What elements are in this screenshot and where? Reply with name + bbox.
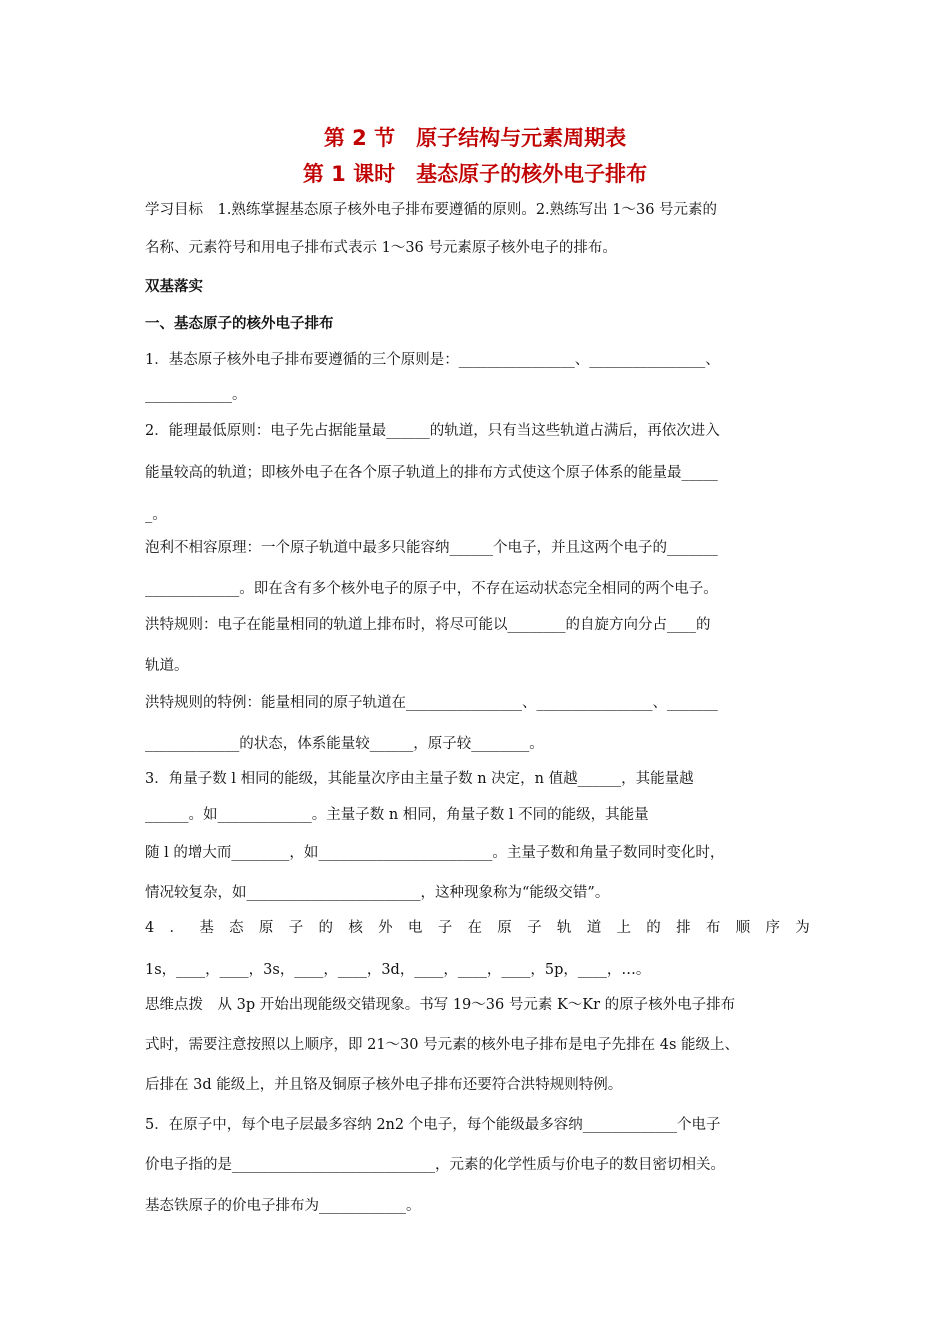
spaced-char: 在	[467, 920, 482, 936]
paragraph-line: 3．角量子数 l 相同的能级，其能量次序由主量子数 n 决定，n 值越______，其能量越	[145, 771, 694, 787]
spaced-char: 子	[437, 920, 453, 936]
paragraph-line: _____________。即在含有多个核外电子的原子中，不存在运动状态完全相同的两个电子。	[145, 581, 718, 597]
spaced-char: 的	[318, 920, 334, 936]
spaced-char: 子	[527, 920, 542, 936]
paragraph-line: 能量较高的轨道；即核外电子在各个原子轨道上的排布方式使这个原子体系的能量最_____	[145, 465, 718, 481]
spaced-char: 的	[646, 920, 661, 936]
spaced-char: 4	[145, 920, 155, 936]
lesson-title: 第 1 课时 基态原子的核外电子排布	[302, 162, 648, 186]
spaced-char: 顺	[735, 920, 751, 936]
spaced-char: 电	[407, 920, 423, 936]
section-heading: 一、基态原子的核外电子排布	[145, 316, 334, 332]
spaced-char: 为	[795, 920, 810, 936]
paragraph-line: 学习目标 1.熟练掌握基态原子核外电子排布要遵循的原则。2.熟练写出 1～36 号元素的	[145, 202, 718, 218]
paragraph-line: 随 l 的增大而________，如________________________。主量子数和角量子数同时变化时，	[145, 845, 725, 861]
spaced-char: 核	[348, 920, 363, 936]
spaced-char: 序	[765, 920, 780, 936]
spaced-char: 道	[586, 920, 602, 936]
spaced-char: 原	[497, 920, 512, 936]
paragraph-line: 式时，需要注意按照以上顺序，即 21～30 号元素的核外电子排布是电子先排在 4s 能级上、	[145, 1037, 740, 1053]
paragraph-line: 5．在原子中，每个电子层最多容纳 2n2 个电子，每个能级最多容纳_____________个电子	[145, 1117, 721, 1133]
spaced-char: 原	[258, 920, 274, 936]
spaced-char: 上	[616, 920, 631, 936]
spaced-char: 布	[705, 920, 721, 936]
section-heading: 双基落实	[145, 279, 203, 295]
paragraph-line: ______。如_____________。主量子数 n 相同，角量子数 l 不同的能级，其能量	[145, 807, 649, 823]
paragraph-line: 洪特规则：电子在能量相同的轨道上排布时，将尽可能以________的自旋方向分占____的	[145, 617, 711, 633]
spaced-char: 轨	[556, 920, 572, 936]
paragraph-line: 洪特规则的特例：能量相同的原子轨道在________________、________________、_______	[145, 695, 718, 711]
paragraph-line: _。	[145, 507, 167, 523]
paragraph-line: 1．基态原子核外电子排布要遵循的三个原则是：________________、________________、	[145, 352, 720, 368]
spaced-char: 基	[199, 920, 214, 936]
paragraph-line: 泡利不相容原理：一个原子轨道中最多只能容纳______个电子，并且这两个电子的_______	[145, 540, 718, 556]
paragraph-line: ____________。	[145, 387, 247, 403]
spaced-char: 态	[229, 920, 244, 936]
paragraph-line: 2．能理最低原则：电子先占据能量最______的轨道，只有当这些轨道占满后，再依次进入	[145, 423, 720, 439]
paragraph-line: 后排在 3d 能级上，并且铬及铜原子核外电子排布还要符合洪特规则特例。	[145, 1077, 623, 1093]
paragraph-line: 1s，____，____，3s，____，____，3d，____，____，____，5p，____，…。	[145, 962, 651, 978]
section-title: 第 2 节 原子结构与元素周期表	[323, 126, 627, 150]
paragraph-line: 名称、元素符号和用电子排布式表示 1～36 号元素原子核外电子的排布。	[145, 240, 617, 256]
paragraph-line: 价电子指的是____________________________，元素的化学性质与价电子的数目密切相关。	[145, 1157, 725, 1173]
spaced-line	[145, 918, 810, 938]
paragraph-line: 基态铁原子的价电子排布为____________。	[145, 1198, 421, 1214]
paragraph-line: 思维点拨 从 3p 开始出现能级交错现象。书写 19～36 号元素 K～Kr 的原子核外电子排布	[145, 997, 736, 1013]
paragraph-line: 情况较复杂，如________________________，这种现象称为“能级交错”。	[145, 885, 610, 901]
spaced-char: ．	[169, 920, 185, 936]
spaced-char: 外	[378, 920, 393, 936]
paragraph-line: _____________的状态，体系能量较______，原子较________。	[145, 736, 544, 752]
spaced-char: 排	[676, 920, 691, 936]
paragraph-line: 轨道。	[145, 658, 189, 674]
spaced-char: 子	[288, 920, 304, 936]
